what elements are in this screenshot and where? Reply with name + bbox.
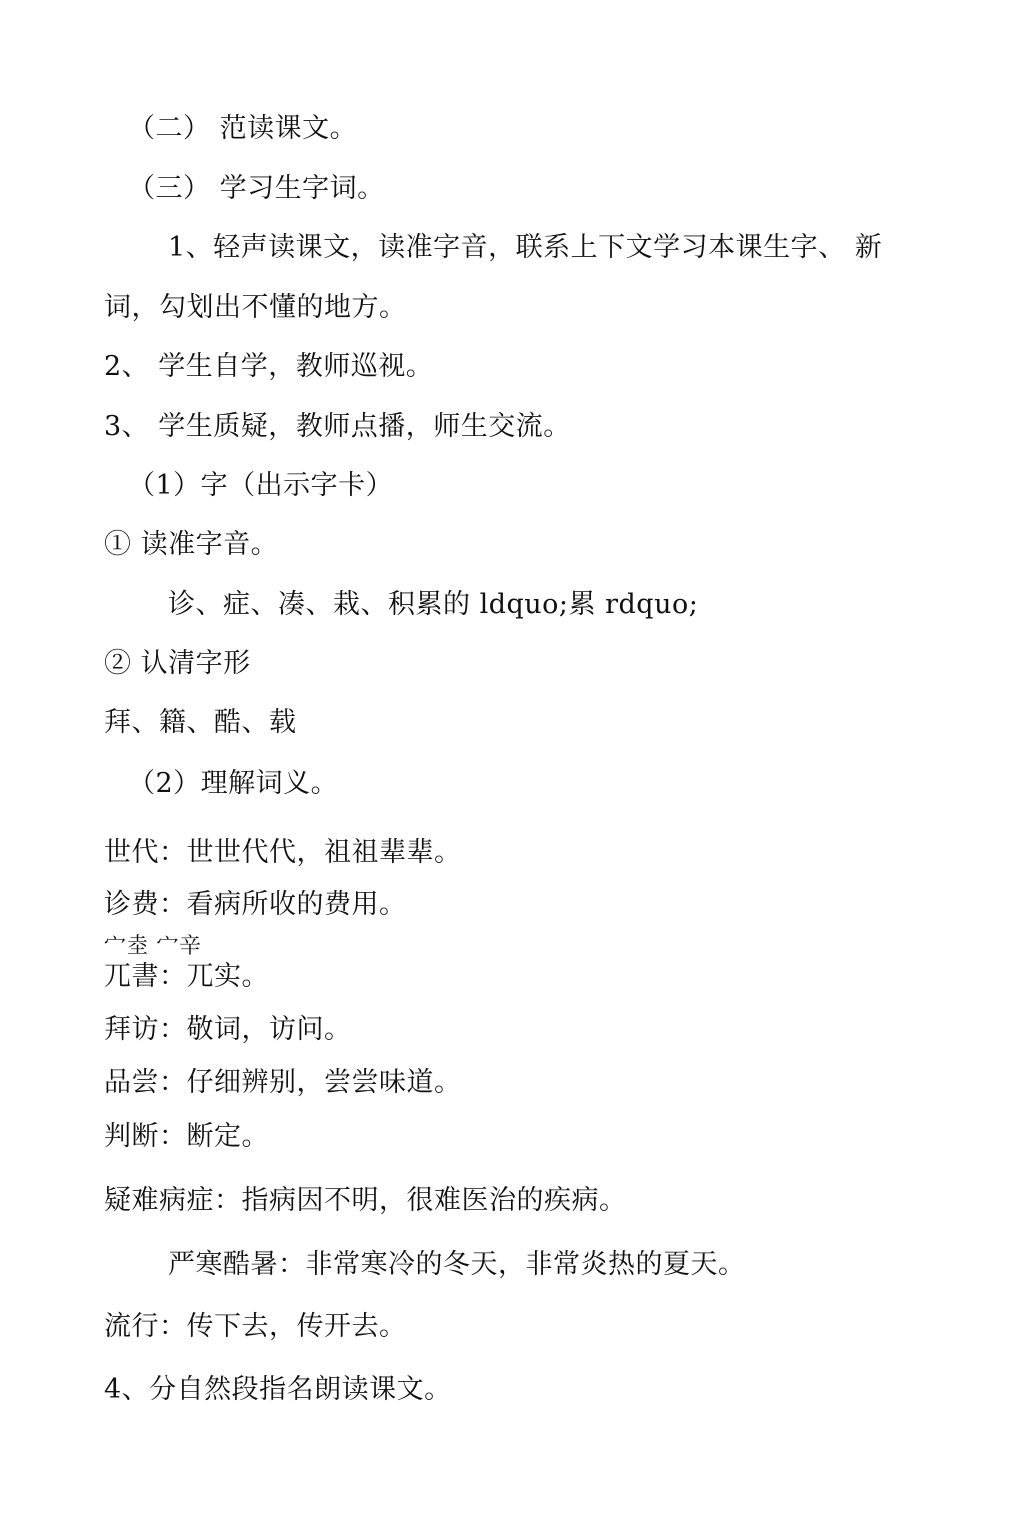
sub-heading: （1）字（出示字卡） <box>128 470 394 501</box>
definition-line: 严寒酷暑：非常寒冷的冬天，非常炎热的夏天。 <box>168 1249 746 1280</box>
section-heading-3: （三） 学习生字词。 <box>128 173 385 204</box>
list-item: ① 读准字音。 <box>104 529 279 560</box>
definition-line: 拜访：敬词，访问。 <box>104 1014 352 1045</box>
definition-line: 诊费：看病所收的费用。 <box>104 889 407 920</box>
definition-line: 品尝：仔细辨别，尝尝味道。 <box>104 1067 462 1098</box>
definition-line: 判断：断定。 <box>104 1121 269 1152</box>
paragraph-line: 1、轻声读课文，读准字音，联系上下文学习本课生字、 新 <box>168 232 883 263</box>
definition-line: 兀書：兀实。 <box>104 961 269 992</box>
list-item: 2、 学生自学，教师巡视。 <box>104 351 434 382</box>
list-item: 3、 学生质疑，教师点播，师生交流。 <box>104 411 571 442</box>
definition-line: 流行：传下去，传开去。 <box>104 1311 407 1342</box>
section-heading-2: （二） 范读课文。 <box>128 113 358 144</box>
paragraph-line: 诊、症、凑、栽、积累的 ldquo;累 rdquo; <box>168 589 699 620</box>
garbled-fragment: 宀坴 宀辛 <box>104 934 202 959</box>
paragraph-line: 词，勾划出不懂的地方。 <box>104 292 407 323</box>
list-item: ② 认清字形 <box>104 648 251 679</box>
list-item: 4、分自然段指名朗读课文。 <box>104 1374 452 1405</box>
sub-heading: （2）理解词义。 <box>128 768 339 799</box>
definition-line: 世代：世世代代，祖祖辈辈。 <box>104 837 462 868</box>
paragraph-line: 拜、籍、酷、载 <box>104 707 297 738</box>
definition-line: 疑难病症：指病因不明，很难医治的疾病。 <box>104 1185 627 1216</box>
